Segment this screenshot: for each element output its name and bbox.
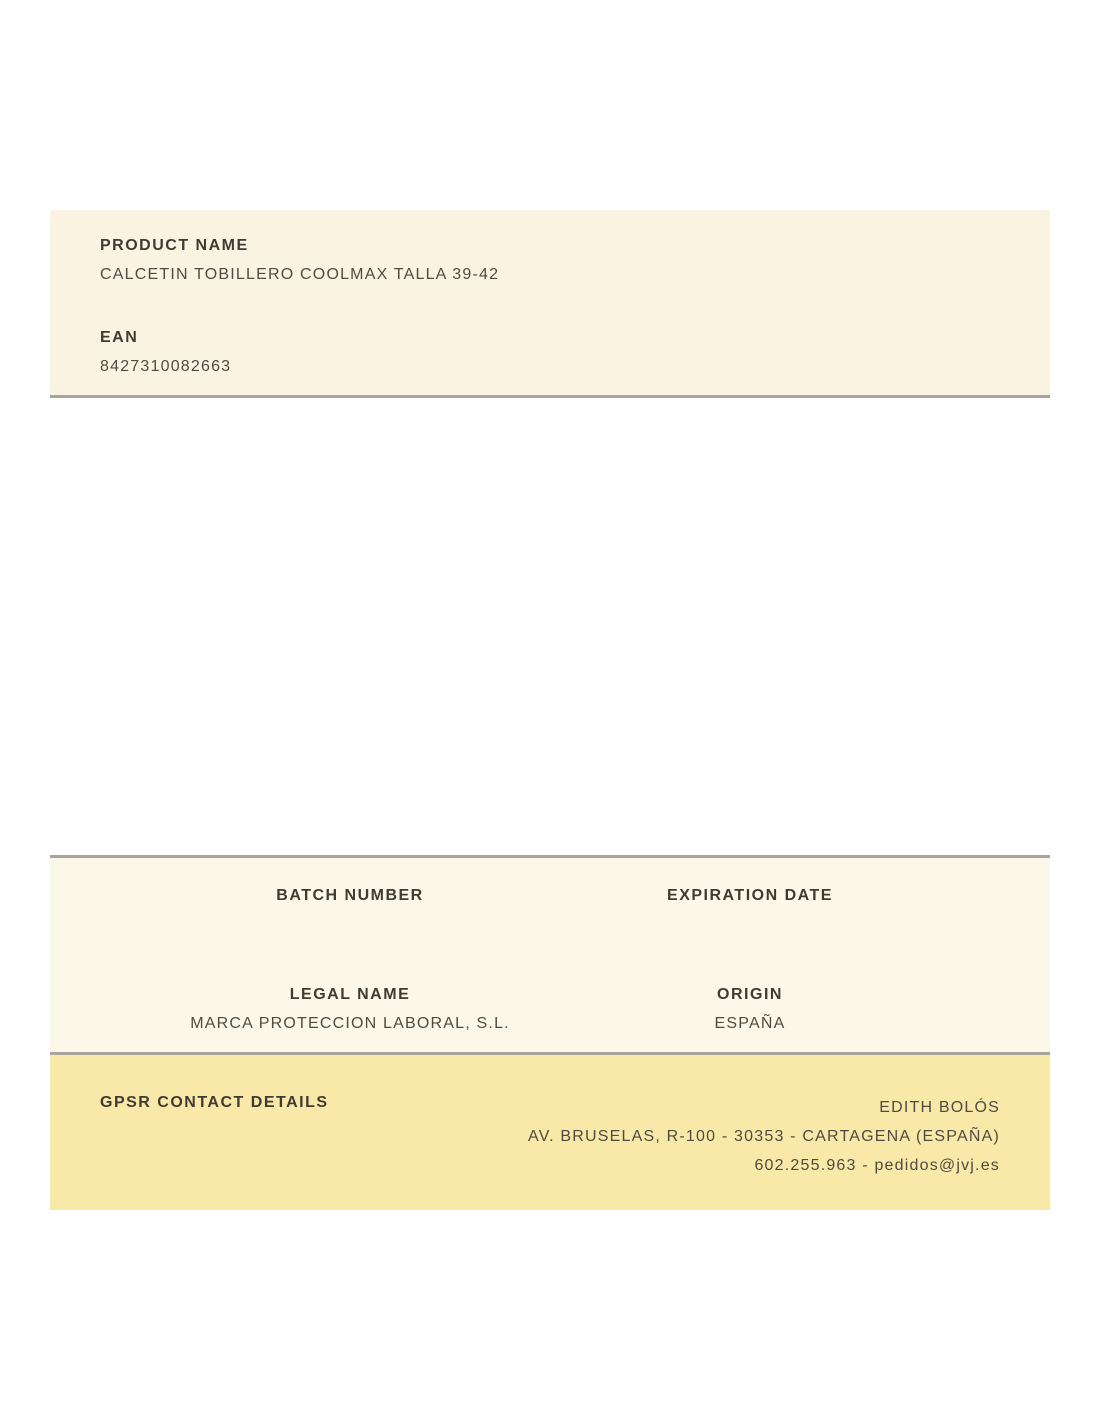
expiration-date-label: EXPIRATION DATE	[667, 887, 833, 904]
batch-origin-section	[50, 855, 1050, 1055]
gpsr-contact-phone-email: 602.255.963 - pedidos@jvj.es	[754, 1157, 1000, 1174]
batch-expiration-row	[150, 886, 950, 915]
gpsr-contact-address: AV. BRUSELAS, R-100 - 30353 - CARTAGENA (ESPAÑA)	[528, 1128, 1000, 1145]
ean-label: EAN	[100, 329, 139, 346]
legal-origin-row	[150, 985, 950, 1034]
origin-cell	[550, 985, 950, 1034]
expiration-date-cell	[550, 886, 950, 915]
batch-number-label: BATCH NUMBER	[276, 887, 424, 904]
gpsr-contact-section	[50, 1055, 1050, 1210]
legal-name-value: MARCA PROTECCION LABORAL, S.L.	[190, 1015, 510, 1032]
ean-value: 8427310082663	[100, 358, 232, 375]
origin-value: ESPAÑA	[714, 1015, 786, 1032]
gpsr-contact-block	[528, 1093, 1000, 1180]
ean-field	[100, 328, 1000, 377]
origin-label: ORIGIN	[717, 986, 783, 1003]
batch-number-cell	[150, 886, 550, 915]
product-name-label: PRODUCT NAME	[100, 237, 249, 254]
product-name-value: CALCETIN TOBILLERO COOLMAX TALLA 39-42	[100, 266, 500, 283]
legal-name-label: LEGAL NAME	[289, 986, 411, 1003]
legal-name-cell	[150, 985, 550, 1034]
gpsr-contact-details-label: GPSR CONTACT DETAILS	[100, 1094, 329, 1111]
gpsr-contact-name: EDITH BOLÓS	[879, 1099, 1000, 1116]
product-info-section	[50, 210, 1050, 398]
product-name-field	[100, 236, 1000, 285]
